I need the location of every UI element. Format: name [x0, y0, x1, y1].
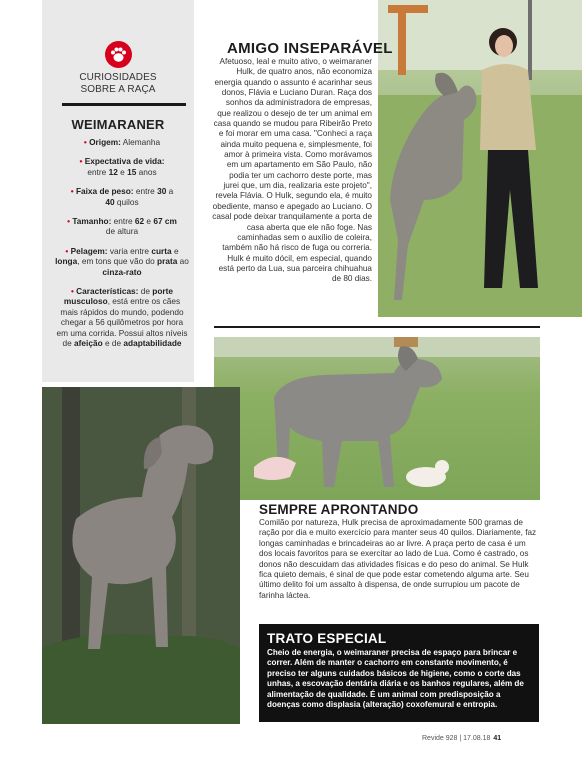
- fact-value: cinza-rato: [102, 266, 142, 277]
- fact-value: 15: [127, 166, 137, 177]
- fact-life-expectancy: • Expectativa de vida: entre 12 e 15 anos: [79, 156, 165, 177]
- fact-label: Origem:: [89, 137, 121, 147]
- fact-label: Pelagem:: [70, 245, 108, 256]
- photo-woman-with-weimaraner: [378, 0, 582, 317]
- page-number: 41: [493, 735, 502, 742]
- fact-value: anos: [136, 166, 157, 177]
- fact-value: 40: [105, 196, 115, 207]
- fact-value: , está entre os cães mais rápidos do mundo, podendo chegar a 56 quilômetros por hora em uma corrida. Possui altos níveis de: [56, 296, 188, 349]
- sidebar-heading-subline: SOBRE A RAÇA: [80, 84, 156, 95]
- photo-weimaraner-on-rock: [42, 387, 240, 724]
- fact-value: varia entre: [107, 245, 152, 256]
- fact-value: curta: [151, 245, 172, 256]
- fact-value: prata: [157, 256, 178, 267]
- paw-icon: [105, 41, 132, 68]
- article-body-aprontando: Comilão por natureza, Hulk precisa de aproximadamente 500 gramas de ração por dia e muito exercício para manter seus 40 quilos. Diariamente, faz longas caminhadas e brincadeiras ao ar livre. A praça perto de casa é um dos locais favoritos para se exercitar ao lado de Lua. Como é castrado, os donos não descuidam das atividades físicas e do peso do animal. Se Hulk fica quieto demais, é sinal de que pode estar cometendo alguma arte. Seu último delito foi um assalto à dispensa, de onde surrupiou um pacote de farinha láctea.: [259, 518, 537, 600]
- issue-info: Revide 928 | 17.08.18: [422, 735, 491, 742]
- article-title-amigo: AMIGO INSEPARÁVEL: [227, 40, 393, 57]
- fact-value: 67 cm: [153, 216, 177, 227]
- sidebar-heading: CURIOSIDADES: [79, 72, 157, 83]
- fact-value: 30: [157, 186, 167, 197]
- fact-value: 62: [134, 216, 145, 227]
- fact-value: entre: [133, 186, 158, 197]
- fact-characteristics: • Características: de porte musculoso, está entre os cães mais rápidos do mundo, podendo chegar a 56 quilômetros por hora em uma corrida. Possui altos níveis de afeição e de adaptabilidade: [56, 286, 188, 349]
- fact-weight: • Faixa de peso: entre 30 a 40 quilos: [70, 186, 174, 207]
- fact-value: porte musculoso: [63, 286, 174, 307]
- fact-origin: • Origem: Alemanha: [83, 137, 161, 147]
- fact-coat: • Pelagem: varia entre curta e longa, em tons que vão do prata ao cinza-rato: [55, 245, 189, 277]
- fact-value: e: [171, 245, 179, 256]
- fact-value: a: [166, 186, 174, 197]
- breed-facts-sidebar: [42, 0, 194, 382]
- fact-value: adaptabilidade: [123, 338, 182, 349]
- fact-value: e: [144, 216, 154, 227]
- breed-title: WEIMARANER: [71, 117, 165, 132]
- article-title-aprontando: SEMPRE APRONTANDO: [259, 502, 419, 517]
- article-body-amigo: Afetuoso, leal e muito ativo, o weimaraner Hulk, de quatro anos, não economiza energia quando o assunto é acarinhar seus donos, Flávia e Luciano Duran. Raça dos sonhos da administradora de empresas, que realizou o desejo de ter um animal em casa quando se mudou para Ribeirão Preto e foi morar em uma casa. "Conheci a raça ainda muito pequena e, simplesmente, foi amor à primeira vista. Como morávamos em um apartamento em São Paulo, não podia ter um cachorro deste porte, mas jurei que, um dia, realizaria este projeto", revela Flávia. O Hulk, segundo ela, é muito obediente, manso e apegado ao Luciano. O casal pode deixar tranquilamente a porta de casa aberta que ele não foge. Nas caminhadas sem o auxílio de coleira, também não há risco de fuga ou correria. Hulk é muito dócil, em especial, quando está perto da Lua, sua parceira chihuahua de 80 dias.: [212, 57, 372, 284]
- page-footer: [422, 735, 501, 742]
- fact-value: 12: [108, 166, 118, 177]
- fact-value: de: [138, 286, 153, 297]
- fact-value: entre: [111, 216, 135, 227]
- section-divider: [214, 326, 540, 328]
- fact-value: quilos: [114, 196, 139, 207]
- trato-especial-box: [259, 624, 539, 722]
- fact-value: de altura: [105, 226, 139, 237]
- fact-label: Tamanho:: [72, 216, 112, 227]
- fact-value: afeição: [74, 338, 103, 349]
- fact-value: ao: [177, 256, 189, 267]
- fact-label: Características:: [76, 286, 139, 297]
- fact-value: entre: [87, 166, 109, 177]
- photo-weimaraner-with-chihuahua: [214, 337, 540, 500]
- fact-size: • Tamanho: entre 62 e 67 cm de altura: [67, 216, 177, 237]
- fact-label: Faixa de peso:: [75, 186, 134, 197]
- fact-label: Expectativa de vida:: [84, 156, 165, 167]
- fact-value: , em tons que vão do: [77, 256, 158, 267]
- facts-list: [54, 137, 190, 358]
- fact-value: longa: [55, 256, 78, 267]
- fact-value: e: [117, 166, 128, 177]
- fact-value: e de: [102, 338, 124, 349]
- trato-body: Cheio de energia, o weimaraner precisa de espaço para brincar e correr. Além de manter o cachorro em constante movimento, é preciso ter alguns cuidados básicos de higiene, como o corte das unhas, a escovação dentária diária e os banhos regulares, além de alimentação de qualidade. É um animal com predisposição a doenças como displasia (alteração) coxofemural e entropia.: [267, 648, 524, 710]
- sidebar-divider: [62, 103, 186, 106]
- fact-value: Alemanha: [120, 137, 161, 147]
- trato-title: TRATO ESPECIAL: [267, 631, 387, 646]
